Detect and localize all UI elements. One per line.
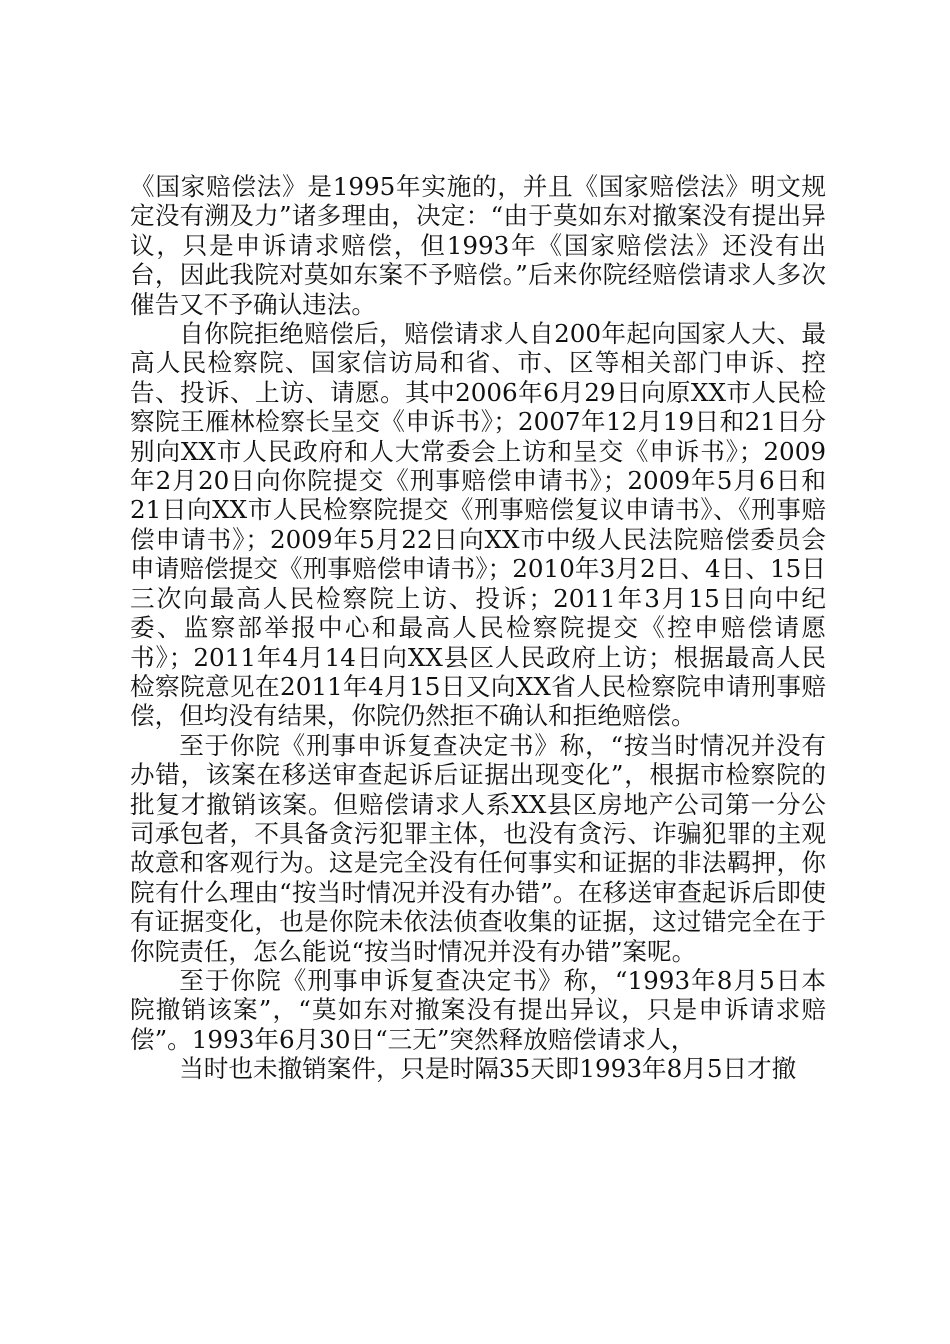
paragraph-4: 至于你院《刑事申诉复查决定书》称，“1993年8月5日本院撤销该案”，“莫如东对撤案没有提出异议，只是申诉请求赔偿”。1993年6月30日“三无”突然释放赔偿请求人， (130, 965, 826, 1054)
paragraph-2: 自你院拒绝赔偿后，赔偿请求人自200年起向国家人大、最高人民检察院、国家信访局和省、市、区等相关部门申诉、控告、投诉、上访、请愿。其中2006年6月29日向原XX市人民检察院王雁林检察长呈交《申诉书》；2007年12月19日和21日分别向XX市人民政府和人大常委会上访和呈交《申诉书》；2009年2月20日向你院提交《刑事赔偿申请书》；2009年5月6日和21日向XX市人民检察院提交《刑事赔偿复议申请书》、《刑事赔偿申请书》；2009年5月22日向XX市中级人民法院赔偿委员会申请赔偿提交《刑事赔偿申请书》；2010年3月2日、4日、15日三次向最高人民检察院上访、投诉；2011年3月15日向中纪委、监察部举报中心和最高人民检察院提交《控申赔偿请愿书》；2011年4月14日向XX县区人民政府上访；根据最高人民检察院意见在2011年4月15日又向XX省人民检察院申请刑事赔偿，但均没有结果，你院仍然拒不确认和拒绝赔偿。 (130, 319, 826, 731)
paragraph-3: 至于你院《刑事申诉复查决定书》称，“按当时情况并没有办错，该案在移送审查起诉后证据出现变化”，根据市检察院的批复才撤销该案。但赔偿请求人系XX县区房地产公司第一分公司承包者，不具备贪污犯罪主体，也没有贪污、诈骗犯罪的主观故意和客观行为。这是完全没有任何事实和证据的非法羁押，你院有什么理由“按当时情况并没有办错”。在移送审查起诉后即使有证据变化，也是你院未依法侦查收集的证据，这过错完全在于你院责任，怎么能说“按当时情况并没有办错”案呢。 (130, 730, 826, 966)
paragraph-1: 《国家赔偿法》是1995年实施的，并且《国家赔偿法》明文规定没有溯及力”诸多理由，决定：“由于莫如东对撤案没有提出异议，只是申诉请求赔偿，但1993年《国家赔偿法》还没有出台，因此我院对莫如东案不予赔偿。”后来你院经赔偿请求人多次催告又不予确认违法。 (130, 172, 826, 319)
paragraph-5: 当时也未撤销案件，只是时隔35天即1993年8月5日才撤 (179, 1054, 797, 1084)
document-body (130, 172, 826, 1084)
